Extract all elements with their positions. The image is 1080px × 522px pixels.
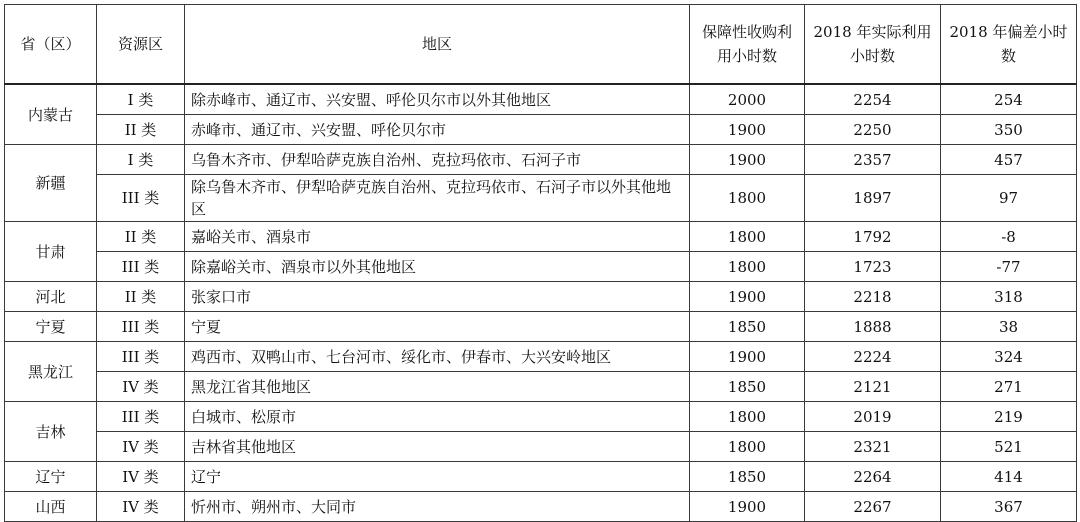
- wind-hours-table: [4, 4, 1077, 522]
- actual-cell: 2357: [805, 145, 941, 175]
- header-resource-zone: 资源区: [97, 5, 185, 85]
- table-row: [5, 432, 1077, 462]
- actual-cell: 1888: [805, 312, 941, 342]
- region-cell: 白城市、松原市: [185, 402, 690, 432]
- table-row: [5, 115, 1077, 145]
- guaranteed-cell: 1800: [690, 222, 805, 252]
- zone-cell: IV 类: [97, 372, 185, 402]
- guaranteed-cell: 1800: [690, 432, 805, 462]
- zone-cell: II 类: [97, 115, 185, 145]
- actual-cell: 1792: [805, 222, 941, 252]
- province-cell: 辽宁: [5, 462, 97, 492]
- deviation-cell: 318: [941, 282, 1077, 312]
- guaranteed-cell: 1850: [690, 312, 805, 342]
- table-row: [5, 175, 1077, 222]
- header-guaranteed-hours: 保障性收购利用小时数: [690, 5, 805, 85]
- guaranteed-cell: 1900: [690, 342, 805, 372]
- deviation-cell: 38: [941, 312, 1077, 342]
- region-cell: 除乌鲁木齐市、伊犁哈萨克族自治州、克拉玛依市、石河子市以外其他地区: [185, 175, 690, 222]
- zone-cell: I 类: [97, 84, 185, 115]
- table-row: [5, 282, 1077, 312]
- zone-cell: II 类: [97, 282, 185, 312]
- province-cell: 黑龙江: [5, 342, 97, 402]
- guaranteed-cell: 1800: [690, 175, 805, 222]
- deviation-cell: 254: [941, 84, 1077, 115]
- actual-cell: 2121: [805, 372, 941, 402]
- province-cell: 山西: [5, 492, 97, 522]
- guaranteed-cell: 1800: [690, 252, 805, 282]
- table-row: [5, 402, 1077, 432]
- region-cell: 黑龙江省其他地区: [185, 372, 690, 402]
- actual-cell: 2250: [805, 115, 941, 145]
- deviation-cell: 457: [941, 145, 1077, 175]
- table-row: [5, 145, 1077, 175]
- zone-cell: III 类: [97, 175, 185, 222]
- header-actual-2018: 2018 年实际利用小时数: [805, 5, 941, 85]
- header-province: 省（区）: [5, 5, 97, 85]
- province-cell: 内蒙古: [5, 84, 97, 145]
- province-cell: 新疆: [5, 145, 97, 222]
- guaranteed-cell: 2000: [690, 84, 805, 115]
- actual-cell: 1897: [805, 175, 941, 222]
- header-row: [5, 5, 1077, 85]
- zone-cell: IV 类: [97, 432, 185, 462]
- zone-cell: IV 类: [97, 492, 185, 522]
- region-cell: 赤峰市、通辽市、兴安盟、呼伦贝尔市: [185, 115, 690, 145]
- actual-cell: 2264: [805, 462, 941, 492]
- header-region: 地区: [185, 5, 690, 85]
- zone-cell: III 类: [97, 252, 185, 282]
- table-row: [5, 462, 1077, 492]
- deviation-cell: -77: [941, 252, 1077, 282]
- actual-cell: 1723: [805, 252, 941, 282]
- table-row: [5, 372, 1077, 402]
- table-row: [5, 492, 1077, 522]
- province-cell: 宁夏: [5, 312, 97, 342]
- region-cell: 嘉峪关市、酒泉市: [185, 222, 690, 252]
- zone-cell: III 类: [97, 402, 185, 432]
- zone-cell: II 类: [97, 222, 185, 252]
- table-row: [5, 252, 1077, 282]
- table-row: [5, 222, 1077, 252]
- region-cell: 吉林省其他地区: [185, 432, 690, 462]
- guaranteed-cell: 1800: [690, 402, 805, 432]
- region-cell: 除嘉峪关市、酒泉市以外其他地区: [185, 252, 690, 282]
- guaranteed-cell: 1850: [690, 372, 805, 402]
- table-row: [5, 84, 1077, 115]
- guaranteed-cell: 1900: [690, 492, 805, 522]
- region-cell: 除赤峰市、通辽市、兴安盟、呼伦贝尔市以外其他地区: [185, 84, 690, 115]
- deviation-cell: 350: [941, 115, 1077, 145]
- region-cell: 辽宁: [185, 462, 690, 492]
- guaranteed-cell: 1900: [690, 282, 805, 312]
- zone-cell: III 类: [97, 312, 185, 342]
- region-cell: 鸡西市、双鸭山市、七台河市、绥化市、伊春市、大兴安岭地区: [185, 342, 690, 372]
- province-cell: 吉林: [5, 402, 97, 462]
- region-cell: 乌鲁木齐市、伊犁哈萨克族自治州、克拉玛依市、石河子市: [185, 145, 690, 175]
- actual-cell: 2267: [805, 492, 941, 522]
- deviation-cell: 521: [941, 432, 1077, 462]
- guaranteed-cell: 1850: [690, 462, 805, 492]
- actual-cell: 2019: [805, 402, 941, 432]
- actual-cell: 2321: [805, 432, 941, 462]
- region-cell: 忻州市、朔州市、大同市: [185, 492, 690, 522]
- deviation-cell: 367: [941, 492, 1077, 522]
- guaranteed-cell: 1900: [690, 115, 805, 145]
- deviation-cell: 414: [941, 462, 1077, 492]
- actual-cell: 2254: [805, 84, 941, 115]
- actual-cell: 2224: [805, 342, 941, 372]
- province-cell: 甘肃: [5, 222, 97, 282]
- guaranteed-cell: 1900: [690, 145, 805, 175]
- header-deviation-2018: 2018 年偏差小时数: [941, 5, 1077, 85]
- province-cell: 河北: [5, 282, 97, 312]
- zone-cell: IV 类: [97, 462, 185, 492]
- table-row: [5, 342, 1077, 372]
- deviation-cell: -8: [941, 222, 1077, 252]
- region-cell: 张家口市: [185, 282, 690, 312]
- zone-cell: I 类: [97, 145, 185, 175]
- region-cell: 宁夏: [185, 312, 690, 342]
- zone-cell: III 类: [97, 342, 185, 372]
- table-row: [5, 312, 1077, 342]
- deviation-cell: 324: [941, 342, 1077, 372]
- actual-cell: 2218: [805, 282, 941, 312]
- deviation-cell: 219: [941, 402, 1077, 432]
- deviation-cell: 97: [941, 175, 1077, 222]
- deviation-cell: 271: [941, 372, 1077, 402]
